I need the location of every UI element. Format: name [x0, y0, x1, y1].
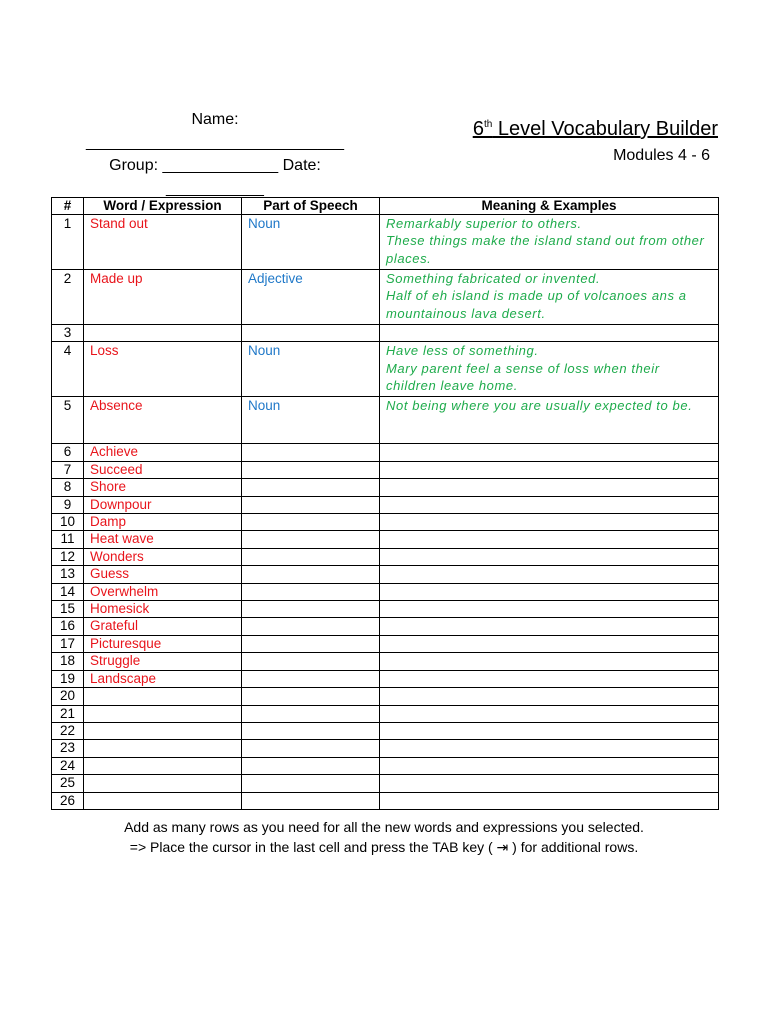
- meaning-line: Not being where you are usually expected to be.: [386, 398, 693, 414]
- part-of-speech-cell[interactable]: [242, 548, 380, 565]
- meaning-cell[interactable]: [380, 342, 719, 397]
- word-cell[interactable]: Guess: [84, 566, 242, 583]
- row-number: 9: [52, 496, 84, 513]
- meaning-cell[interactable]: [380, 653, 719, 670]
- row-number: 13: [52, 566, 84, 583]
- word-cell[interactable]: Succeed: [84, 461, 242, 478]
- table-header-row: [52, 198, 719, 215]
- meaning-line: Remarkably superior to others.: [386, 216, 582, 231]
- word-cell[interactable]: Heat wave: [84, 531, 242, 548]
- part-of-speech-cell[interactable]: [242, 618, 380, 635]
- table-row: [52, 342, 719, 397]
- row-number: 19: [52, 670, 84, 687]
- word-cell[interactable]: Achieve: [84, 444, 242, 461]
- meaning-cell[interactable]: [380, 705, 719, 722]
- word-cell[interactable]: [84, 688, 242, 705]
- row-number: 23: [52, 740, 84, 757]
- part-of-speech-cell[interactable]: Noun: [242, 397, 380, 444]
- part-of-speech-cell[interactable]: [242, 740, 380, 757]
- meaning-cell[interactable]: [380, 583, 719, 600]
- row-number: 17: [52, 635, 84, 652]
- row-number: 10: [52, 514, 84, 531]
- table-row: [52, 548, 719, 565]
- name-label: Name:: [191, 111, 239, 128]
- table-row: [52, 215, 719, 270]
- table-row: [52, 775, 719, 792]
- meaning-line: Mary parent feel a sense of loss when their children leave home.: [386, 360, 660, 394]
- column-header-part-of-speech: Part of Speech: [242, 198, 380, 215]
- table-row: [52, 444, 719, 461]
- part-of-speech-cell[interactable]: Adjective: [242, 270, 380, 325]
- part-of-speech-cell[interactable]: [242, 444, 380, 461]
- date-field[interactable]: ___________: [166, 180, 264, 197]
- row-number: 8: [52, 479, 84, 496]
- row-number: 11: [52, 531, 84, 548]
- meaning-cell[interactable]: [380, 670, 719, 687]
- row-number: 5: [52, 397, 84, 444]
- table-row: [52, 583, 719, 600]
- part-of-speech-cell[interactable]: [242, 583, 380, 600]
- row-number: 1: [52, 215, 84, 270]
- meaning-cell[interactable]: [380, 496, 719, 513]
- table-row: [52, 635, 719, 652]
- meaning-cell[interactable]: [380, 461, 719, 478]
- name-field[interactable]: _____________________________: [85, 134, 345, 151]
- meaning-cell[interactable]: [380, 479, 719, 496]
- word-cell[interactable]: Downpour: [84, 496, 242, 513]
- word-cell[interactable]: Overwhelm: [84, 583, 242, 600]
- meaning-cell[interactable]: [380, 548, 719, 565]
- meaning-line: Half of eh island is made up of volcanoes ans a mountainous lava desert.: [386, 288, 687, 321]
- table-row: [52, 531, 719, 548]
- word-cell[interactable]: [84, 722, 242, 739]
- word-cell[interactable]: Absence: [84, 397, 242, 444]
- part-of-speech-cell[interactable]: [242, 496, 380, 513]
- meaning-cell[interactable]: [380, 618, 719, 635]
- word-cell[interactable]: Damp: [84, 514, 242, 531]
- table-row: [52, 740, 719, 757]
- word-cell[interactable]: Picturesque: [84, 635, 242, 652]
- part-of-speech-cell[interactable]: [242, 792, 380, 809]
- table-row: [52, 325, 719, 342]
- part-of-speech-cell[interactable]: [242, 566, 380, 583]
- word-cell[interactable]: [84, 775, 242, 792]
- word-cell[interactable]: [84, 792, 242, 809]
- row-number: 18: [52, 653, 84, 670]
- title-text: Level Vocabulary Builder: [492, 118, 718, 140]
- word-cell[interactable]: Landscape: [84, 670, 242, 687]
- meaning-cell[interactable]: [380, 635, 719, 652]
- word-cell[interactable]: Wonders: [84, 548, 242, 565]
- meaning-cell[interactable]: [380, 757, 719, 774]
- table-row: [52, 670, 719, 687]
- row-number: 4: [52, 342, 84, 397]
- row-number: 7: [52, 461, 84, 478]
- row-number: 24: [52, 757, 84, 774]
- meaning-cell[interactable]: [380, 514, 719, 531]
- row-number: 15: [52, 601, 84, 618]
- word-cell[interactable]: Homesick: [84, 601, 242, 618]
- table-row: [52, 514, 719, 531]
- part-of-speech-cell[interactable]: [242, 688, 380, 705]
- table-row: [52, 601, 719, 618]
- part-of-speech-cell[interactable]: Noun: [242, 342, 380, 397]
- part-of-speech-cell[interactable]: Noun: [242, 215, 380, 270]
- document-title: [380, 118, 718, 141]
- meaning-cell[interactable]: [380, 601, 719, 618]
- column-header-number: #: [52, 198, 84, 215]
- part-of-speech-cell[interactable]: [242, 775, 380, 792]
- table-row: [52, 792, 719, 809]
- word-cell[interactable]: Loss: [84, 342, 242, 397]
- row-number: 25: [52, 775, 84, 792]
- meaning-cell[interactable]: [380, 531, 719, 548]
- part-of-speech-cell[interactable]: [242, 479, 380, 496]
- meaning-line: Have less of something.: [386, 343, 539, 359]
- table-row: [52, 479, 719, 496]
- table-row: [52, 270, 719, 325]
- group-date-field[interactable]: Group: _____________ Date:: [109, 157, 321, 174]
- meaning-cell[interactable]: [380, 688, 719, 705]
- word-cell[interactable]: [84, 325, 242, 342]
- word-cell[interactable]: [84, 757, 242, 774]
- meaning-cell[interactable]: [380, 740, 719, 757]
- word-cell[interactable]: Grateful: [84, 618, 242, 635]
- row-number: 20: [52, 688, 84, 705]
- part-of-speech-cell[interactable]: [242, 722, 380, 739]
- part-of-speech-cell[interactable]: [242, 601, 380, 618]
- meaning-cell[interactable]: [380, 566, 719, 583]
- table-row: [52, 757, 719, 774]
- part-of-speech-cell[interactable]: [242, 531, 380, 548]
- row-number: 3: [52, 325, 84, 342]
- table-row: [52, 566, 719, 583]
- row-number: 2: [52, 270, 84, 325]
- title-number: 6: [472, 118, 484, 140]
- table-row: [52, 397, 719, 444]
- meaning-cell[interactable]: [380, 792, 719, 809]
- table-row: [52, 705, 719, 722]
- part-of-speech-cell[interactable]: [242, 670, 380, 687]
- part-of-speech-cell[interactable]: [242, 705, 380, 722]
- meaning-cell[interactable]: [380, 397, 719, 444]
- part-of-speech-cell[interactable]: [242, 757, 380, 774]
- meaning-cell[interactable]: [380, 270, 719, 325]
- word-cell[interactable]: [84, 705, 242, 722]
- row-number: 26: [52, 792, 84, 809]
- name-group-block: [60, 108, 370, 200]
- table-row: [52, 496, 719, 513]
- table-row: [52, 618, 719, 635]
- word-cell[interactable]: Made up: [84, 270, 242, 325]
- meaning-cell[interactable]: [380, 215, 719, 270]
- part-of-speech-cell[interactable]: [242, 325, 380, 342]
- meaning-cell[interactable]: [380, 775, 719, 792]
- footer-line-1: Add as many rows as you need for all the new words and expressions you selected.: [124, 819, 644, 835]
- meaning-cell[interactable]: [380, 325, 719, 342]
- table-row: [52, 653, 719, 670]
- footer-line-2: => Place the cursor in the last cell and press the TAB key ( ⇥ ) for additional rows.: [129, 838, 639, 855]
- row-number: 16: [52, 618, 84, 635]
- word-cell[interactable]: Shore: [84, 479, 242, 496]
- word-cell[interactable]: Struggle: [84, 653, 242, 670]
- modules-label: Modules 4 - 6: [613, 147, 710, 164]
- word-cell[interactable]: Stand out: [84, 215, 242, 270]
- part-of-speech-cell[interactable]: [242, 461, 380, 478]
- footer-instructions: [110, 818, 658, 857]
- meaning-line: Something fabricated or invented.: [386, 271, 601, 286]
- row-number: 12: [52, 548, 84, 565]
- row-number: 6: [52, 444, 84, 461]
- part-of-speech-cell[interactable]: [242, 514, 380, 531]
- row-number: 22: [52, 722, 84, 739]
- meaning-cell[interactable]: [380, 722, 719, 739]
- table-row: [52, 688, 719, 705]
- vocabulary-table: [51, 197, 719, 810]
- word-cell[interactable]: [84, 740, 242, 757]
- column-header-word: Word / Expression: [84, 198, 242, 215]
- meaning-cell[interactable]: [380, 444, 719, 461]
- part-of-speech-cell[interactable]: [242, 635, 380, 652]
- table-row: [52, 722, 719, 739]
- row-number: 14: [52, 583, 84, 600]
- row-number: 21: [52, 705, 84, 722]
- title-superscript: th: [483, 119, 493, 130]
- meaning-line: These things make the island stand out from other places.: [386, 233, 705, 266]
- table-row: [52, 461, 719, 478]
- column-header-meaning: Meaning & Examples: [380, 198, 719, 215]
- part-of-speech-cell[interactable]: [242, 653, 380, 670]
